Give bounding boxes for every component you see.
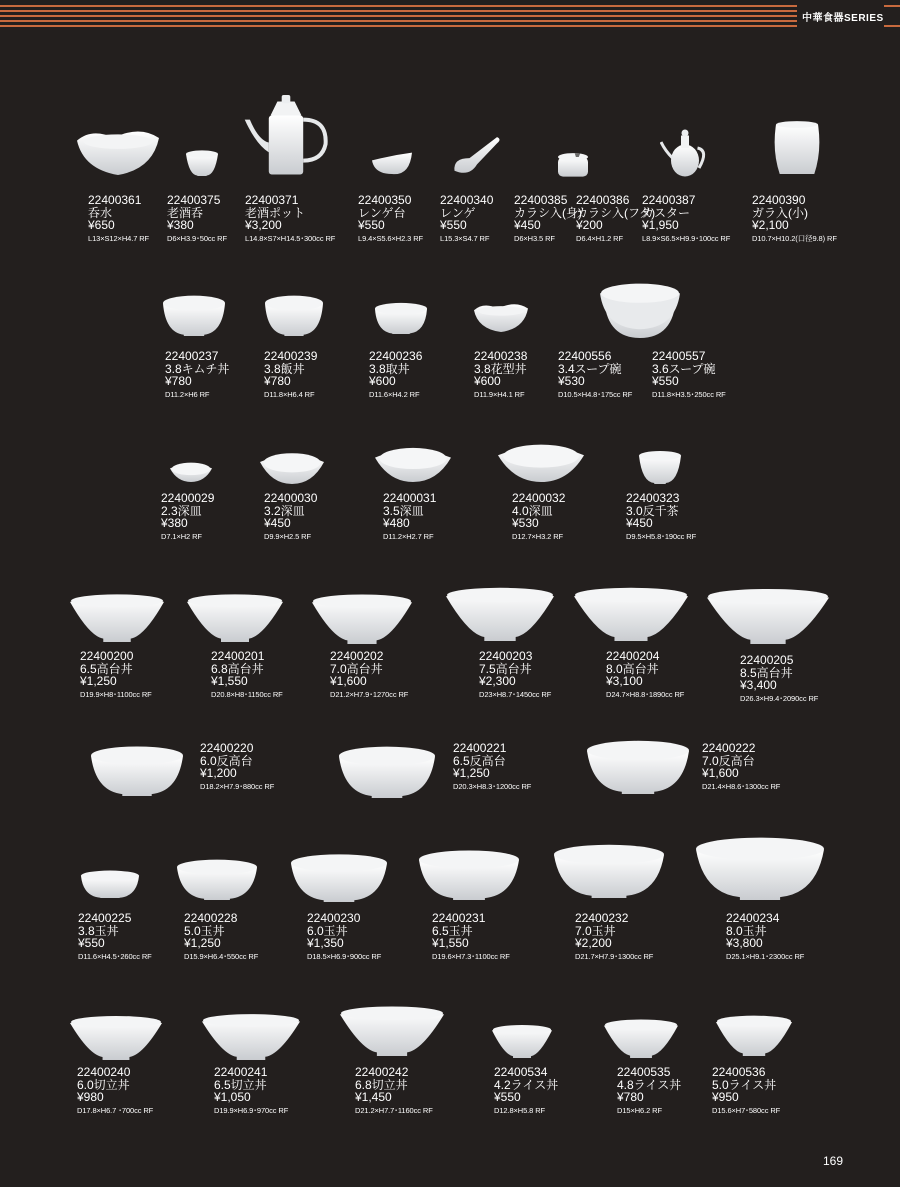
product-dimensions: D21.2×H7.7･1160cc RF xyxy=(355,1105,433,1115)
product-image xyxy=(336,742,438,805)
product-code: 22400230 xyxy=(307,911,361,925)
product-dimensions: D18.2×H7.9･880cc RF xyxy=(200,781,275,791)
product-code: 22400238 xyxy=(474,349,528,363)
product-name: 3.8取丼 xyxy=(369,361,410,376)
product-image xyxy=(584,736,692,801)
product-info xyxy=(712,1066,780,1117)
product-info xyxy=(575,912,653,963)
product-name: 5.0玉丼 xyxy=(184,923,225,938)
product-image xyxy=(373,440,453,489)
product-info xyxy=(358,194,423,245)
product-image xyxy=(372,300,430,341)
header-rule-3 xyxy=(0,15,797,17)
product-info xyxy=(642,194,730,245)
product-name: 老酒呑 xyxy=(167,205,204,220)
product-dimensions: L9.4×S5.6×H2.3 RF xyxy=(358,233,424,243)
product-price: ¥1,450 xyxy=(355,1090,392,1104)
product-dimensions: D20.8×H8･1150cc RF xyxy=(211,689,283,699)
product-dimensions: D12.7×H3.2 RF xyxy=(512,531,564,541)
product-name: 3.6スープ碗 xyxy=(652,361,716,376)
product-dimensions: D11.8×H6.4 RF xyxy=(264,389,315,399)
product-image xyxy=(452,135,502,182)
product-name: 6.8高台丼 xyxy=(211,661,264,676)
product-image xyxy=(693,832,827,907)
product-price: ¥1,250 xyxy=(184,936,221,950)
product-info xyxy=(78,912,152,963)
product-image xyxy=(185,590,285,649)
product-name: 6.5反高台 xyxy=(453,753,506,768)
series-title: 中華食器SERIES xyxy=(802,13,884,24)
product-code: 22400032 xyxy=(512,491,566,505)
product-price: ¥950 xyxy=(712,1090,739,1104)
product-dimensions: L8.9×S6.5×H9.9･100cc RF xyxy=(642,233,731,243)
product-price: ¥450 xyxy=(514,218,541,232)
product-dimensions: D9.5×H5.8･190cc RF xyxy=(626,531,697,541)
product-name: 3.8花型丼 xyxy=(474,361,527,376)
header-rule-1 xyxy=(0,5,797,7)
product-name: 7.0玉丼 xyxy=(575,923,616,938)
product-image xyxy=(705,584,831,651)
product-price: ¥550 xyxy=(358,218,385,232)
product-image xyxy=(288,850,390,909)
product-price: ¥1,550 xyxy=(432,936,469,950)
product-name: 2.3深皿 xyxy=(161,503,202,518)
product-code: 22400323 xyxy=(626,491,680,505)
product-image xyxy=(602,1016,680,1065)
product-name: 6.8切立丼 xyxy=(355,1077,408,1092)
product-dimensions: D25.1×H9.1･2300cc RF xyxy=(726,951,805,961)
product-info xyxy=(474,350,527,401)
product-price: ¥380 xyxy=(167,218,194,232)
header-rule-right-2 xyxy=(884,25,900,27)
product-code: 22400387 xyxy=(642,193,696,207)
product-code: 22400030 xyxy=(264,491,318,505)
product-code: 22400202 xyxy=(330,649,384,663)
product-dimensions: D26.3×H9.4･2090cc RF xyxy=(740,693,819,703)
product-code: 22400231 xyxy=(432,911,486,925)
product-code: 22400371 xyxy=(245,193,299,207)
product-name: 呑水 xyxy=(88,205,113,220)
product-price: ¥1,200 xyxy=(200,766,237,780)
product-dimensions: D23×H8.7･1450cc RF xyxy=(479,689,552,699)
product-image xyxy=(636,448,684,491)
product-name: 老酒ポット xyxy=(245,205,306,220)
product-code: 22400534 xyxy=(494,1065,548,1079)
product-dimensions: D12.8×H5.8 RF xyxy=(494,1105,546,1115)
product-info xyxy=(245,194,335,245)
product-info xyxy=(211,650,283,701)
product-image xyxy=(660,128,710,183)
product-info xyxy=(200,742,274,793)
product-code: 22400385 xyxy=(514,193,568,207)
product-price: ¥650 xyxy=(88,218,115,232)
product-info xyxy=(264,492,317,543)
product-dimensions: D15.6×H7･580cc RF xyxy=(712,1105,781,1115)
product-info xyxy=(514,194,582,245)
product-price: ¥530 xyxy=(558,374,585,388)
product-image xyxy=(258,446,326,491)
product-code: 22400241 xyxy=(214,1065,268,1079)
product-code: 22400236 xyxy=(369,349,423,363)
product-dimensions: D6.4×H1.2 RF xyxy=(576,233,623,243)
product-price: ¥550 xyxy=(78,936,105,950)
product-name: 4.8ライス丼 xyxy=(617,1077,682,1092)
product-info xyxy=(167,194,227,245)
product-price: ¥550 xyxy=(440,218,467,232)
product-code: 22400228 xyxy=(184,911,238,925)
product-dimensions: D11.6×H4.2 RF xyxy=(369,389,420,399)
product-code: 22400556 xyxy=(558,349,612,363)
product-image xyxy=(78,868,142,905)
product-info xyxy=(214,1066,288,1117)
product-name: 3.8飯丼 xyxy=(264,361,305,376)
product-code: 22400361 xyxy=(88,193,142,207)
product-price: ¥550 xyxy=(494,1090,521,1104)
product-info xyxy=(383,492,436,543)
product-price: ¥1,350 xyxy=(307,936,344,950)
product-code: 22400340 xyxy=(440,193,494,207)
product-info xyxy=(355,1066,433,1117)
product-code: 22400205 xyxy=(740,653,794,667)
product-name: ガラ入(小) xyxy=(752,205,808,220)
product-dimensions: D11.6×H4.5･260cc RF xyxy=(78,951,152,961)
product-image xyxy=(68,590,166,649)
product-code: 22400535 xyxy=(617,1065,671,1079)
product-price: ¥550 xyxy=(652,374,679,388)
product-price: ¥3,100 xyxy=(606,674,643,688)
product-dimensions: L13×S12×H4.7 RF xyxy=(88,233,150,243)
product-name: 6.5玉丼 xyxy=(432,923,473,938)
product-code: 22400204 xyxy=(606,649,660,663)
product-price: ¥2,300 xyxy=(479,674,516,688)
product-dimensions: D7.1×H2 RF xyxy=(161,531,202,541)
product-price: ¥450 xyxy=(264,516,291,530)
product-code: 22400240 xyxy=(77,1065,131,1079)
product-info xyxy=(307,912,381,963)
product-price: ¥1,950 xyxy=(642,218,679,232)
product-info xyxy=(440,194,493,245)
product-name: 6.0切立丼 xyxy=(77,1077,130,1092)
product-name: 8.0玉丼 xyxy=(726,923,767,938)
product-code: 22400201 xyxy=(211,649,265,663)
product-name: カラシ入(フタ) xyxy=(576,205,656,220)
product-image xyxy=(262,292,326,343)
product-price: ¥1,600 xyxy=(330,674,367,688)
product-info xyxy=(752,194,837,245)
product-info xyxy=(184,912,258,963)
product-info xyxy=(512,492,565,543)
product-info xyxy=(479,650,551,701)
product-info xyxy=(161,492,214,543)
product-dimensions: D10.7×H10.2(口径9.8) RF xyxy=(752,233,837,243)
product-name: 3.0反千茶 xyxy=(626,503,679,518)
product-price: ¥1,600 xyxy=(702,766,739,780)
product-info xyxy=(88,194,149,245)
product-name: 4.0深皿 xyxy=(512,503,553,518)
product-price: ¥3,200 xyxy=(245,218,282,232)
product-code: 22400220 xyxy=(200,741,254,755)
product-price: ¥780 xyxy=(617,1090,644,1104)
product-code: 22400242 xyxy=(355,1065,409,1079)
product-dimensions: D17.8×H6.7 ･700cc RF xyxy=(77,1105,154,1115)
product-dimensions: D15.9×H6.4･550cc RF xyxy=(184,951,259,961)
product-info xyxy=(494,1066,558,1117)
product-dimensions: D18.5×H6.9･900cc RF xyxy=(307,951,382,961)
product-info xyxy=(558,350,632,401)
header-rule-2 xyxy=(0,10,797,12)
product-info xyxy=(330,650,408,701)
product-dimensions: D21.4×H8.6･1300cc RF xyxy=(702,781,781,791)
product-name: 8.5高台丼 xyxy=(740,665,793,680)
product-name: 7.0反高台 xyxy=(702,753,755,768)
header-rule-4 xyxy=(0,20,797,22)
product-image xyxy=(160,292,228,343)
product-dimensions: L14.8×S7×H14.5･300cc RF xyxy=(245,233,336,243)
product-dimensions: D21.2×H7.9･1270cc RF xyxy=(330,689,409,699)
product-info xyxy=(726,912,804,963)
product-image xyxy=(555,150,591,183)
product-code: 22400390 xyxy=(752,193,806,207)
product-dimensions: D11.8×H3.5･250cc RF xyxy=(652,389,726,399)
product-price: ¥1,250 xyxy=(80,674,117,688)
product-name: レンゲ xyxy=(440,205,476,220)
product-code: 22400222 xyxy=(702,741,756,755)
product-price: ¥1,050 xyxy=(214,1090,251,1104)
product-name: 7.0高台丼 xyxy=(330,661,383,676)
product-image xyxy=(174,856,260,907)
product-info xyxy=(165,350,229,401)
product-image xyxy=(168,458,214,489)
product-price: ¥2,200 xyxy=(575,936,612,950)
product-image xyxy=(770,120,824,181)
product-price: ¥480 xyxy=(383,516,410,530)
product-name: カスター xyxy=(642,205,691,220)
product-image xyxy=(88,742,186,803)
product-price: ¥380 xyxy=(161,516,188,530)
product-image xyxy=(68,1012,164,1067)
product-info xyxy=(264,350,317,401)
product-image xyxy=(370,150,414,181)
product-info xyxy=(432,912,510,963)
product-name: 3.4スープ碗 xyxy=(558,361,622,376)
product-name: 3.8キムチ丼 xyxy=(165,361,230,376)
product-dimensions: D19.6×H7.3･1100cc RF xyxy=(432,951,510,961)
product-dimensions: D20.3×H8.3･1200cc RF xyxy=(453,781,532,791)
product-image xyxy=(490,1022,554,1065)
page-number: 169 xyxy=(823,1154,844,1168)
product-info xyxy=(702,742,780,793)
product-name: 7.5高台丼 xyxy=(479,661,532,676)
product-dimensions: L15.3×S4.7 RF xyxy=(440,233,490,243)
product-name: 8.0高台丼 xyxy=(606,661,659,676)
product-name: 6.0反高台 xyxy=(200,753,253,768)
product-image xyxy=(472,300,530,339)
product-dimensions: D15×H6.2 RF xyxy=(617,1105,662,1115)
product-name: 3.2深皿 xyxy=(264,503,305,518)
product-info xyxy=(740,654,818,705)
product-image xyxy=(416,846,522,907)
product-name: 6.5切立丼 xyxy=(214,1077,267,1092)
product-dimensions: D21.7×H7.9･1300cc RF xyxy=(575,951,654,961)
product-image xyxy=(444,583,556,648)
product-image xyxy=(75,125,161,182)
product-image xyxy=(496,436,586,489)
header-rule-5 xyxy=(0,25,797,27)
product-price: ¥450 xyxy=(626,516,653,530)
header-rule-right-1 xyxy=(884,5,900,7)
product-name: 5.0ライス丼 xyxy=(712,1077,777,1092)
product-info xyxy=(369,350,422,401)
product-image xyxy=(572,583,690,648)
product-code: 22400386 xyxy=(576,193,630,207)
product-dimensions: D11.2×H2.7 RF xyxy=(383,531,434,541)
product-image xyxy=(338,1002,446,1063)
product-code: 22400200 xyxy=(80,649,134,663)
product-image xyxy=(183,148,221,183)
product-code: 22400237 xyxy=(165,349,219,363)
product-dimensions: D11.2×H6 RF xyxy=(165,389,210,399)
product-code: 22400350 xyxy=(358,193,412,207)
product-code: 22400029 xyxy=(161,491,215,505)
product-code: 22400234 xyxy=(726,911,780,925)
product-name: レンゲ台 xyxy=(358,205,406,220)
product-name: 3.5深皿 xyxy=(383,503,424,518)
product-price: ¥2,100 xyxy=(752,218,789,232)
product-info xyxy=(77,1066,153,1117)
product-dimensions: D9.9×H2.5 RF xyxy=(264,531,311,541)
product-price: ¥600 xyxy=(369,374,396,388)
product-name: 6.0玉丼 xyxy=(307,923,348,938)
product-price: ¥530 xyxy=(512,516,539,530)
product-image xyxy=(598,280,682,345)
product-price: ¥3,400 xyxy=(740,678,777,692)
product-info xyxy=(652,350,726,401)
product-dimensions: D6×H3.5 RF xyxy=(514,233,555,243)
product-dimensions: D10.5×H4.8･175cc RF xyxy=(558,389,633,399)
product-code: 22400536 xyxy=(712,1065,766,1079)
product-code: 22400239 xyxy=(264,349,318,363)
product-code: 22400031 xyxy=(383,491,437,505)
product-price: ¥780 xyxy=(264,374,291,388)
product-dimensions: D11.9×H4.1 RF xyxy=(474,389,525,399)
product-price: ¥3,800 xyxy=(726,936,763,950)
product-code: 22400557 xyxy=(652,349,706,363)
product-name: カラシ入(身) xyxy=(514,205,582,220)
product-name: 4.2ライス丼 xyxy=(494,1077,559,1092)
product-price: ¥980 xyxy=(77,1090,104,1104)
product-info xyxy=(617,1066,681,1117)
product-name: 3.8玉丼 xyxy=(78,923,119,938)
product-price: ¥600 xyxy=(474,374,501,388)
product-image xyxy=(243,95,329,182)
product-image xyxy=(714,1012,794,1063)
product-dimensions: D24.7×H8.8･1890cc RF xyxy=(606,689,685,699)
product-code: 22400225 xyxy=(78,911,132,925)
product-price: ¥780 xyxy=(165,374,192,388)
product-image xyxy=(310,590,414,651)
product-image xyxy=(200,1010,302,1067)
product-price: ¥1,550 xyxy=(211,674,248,688)
product-price: ¥200 xyxy=(576,218,603,232)
product-info xyxy=(453,742,531,793)
product-info xyxy=(626,492,696,543)
product-info xyxy=(606,650,684,701)
product-price: ¥1,250 xyxy=(453,766,490,780)
product-code: 22400203 xyxy=(479,649,533,663)
product-code: 22400232 xyxy=(575,911,629,925)
product-image xyxy=(551,840,667,905)
product-dimensions: D6×H3.9･50cc RF xyxy=(167,233,227,243)
product-name: 6.5高台丼 xyxy=(80,661,133,676)
product-dimensions: D19.9×H6.9･970cc RF xyxy=(214,1105,289,1115)
product-info xyxy=(80,650,152,701)
product-code: 22400221 xyxy=(453,741,507,755)
product-code: 22400375 xyxy=(167,193,221,207)
product-dimensions: D19.9×H8･1100cc RF xyxy=(80,689,152,699)
